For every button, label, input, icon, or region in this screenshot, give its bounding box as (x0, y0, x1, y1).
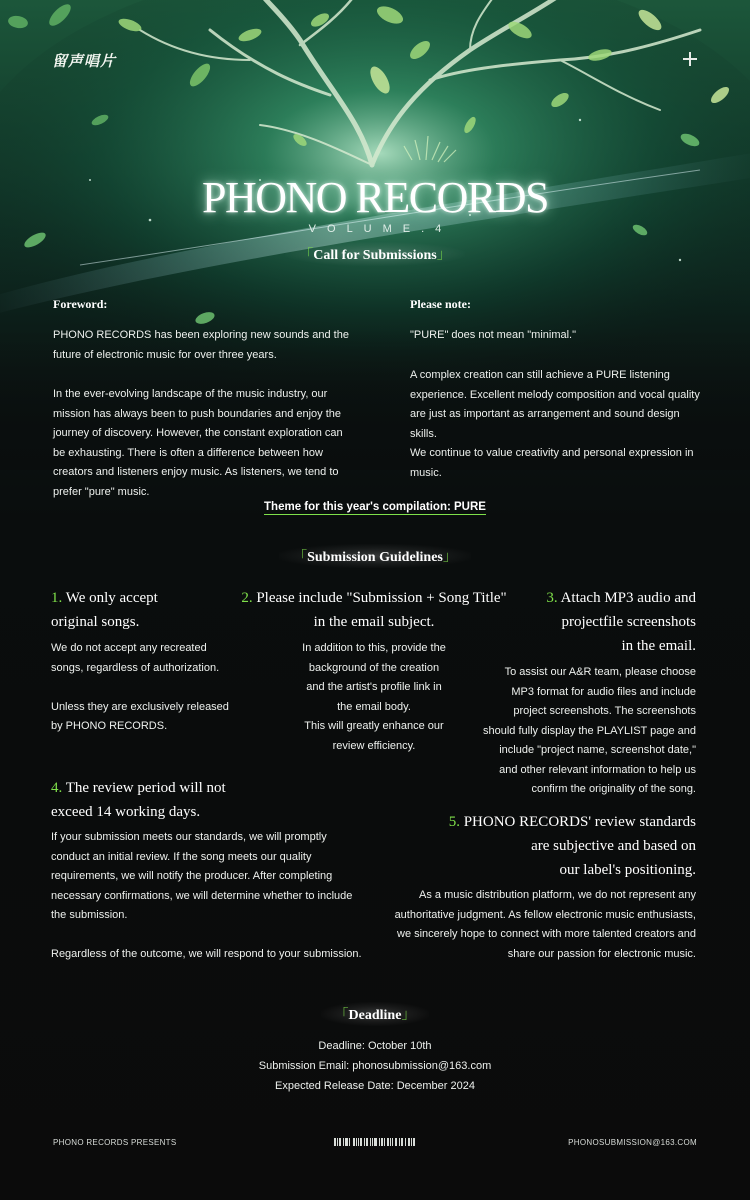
guideline-1-title (51, 586, 251, 634)
note-paragraph-1: "PURE" does not mean "minimal." (410, 329, 577, 341)
guideline-1-line: by PHONO RECORDS. (51, 720, 168, 732)
guideline-3-line: project screenshots. The screenshots (513, 705, 696, 717)
guideline-5-number: 5. (448, 814, 460, 830)
guideline-2-line: and the artist's profile link in (306, 681, 442, 693)
guideline-4-number: 4. (51, 780, 63, 796)
guidelines-heading: 「Submission Guidelines」 (0, 544, 750, 568)
call-heading-text: Call for Submissions (313, 248, 437, 263)
note-heading: Please note: (410, 297, 471, 311)
guideline-3-text (446, 663, 696, 800)
guideline-5-line: As a music distribution platform, we do not represent any (419, 889, 696, 901)
release-date: Expected Release Date: December 2024 (275, 1080, 475, 1092)
guideline-3-line: confirm the originality of the song. (531, 783, 696, 795)
guideline-2-line: This will greatly enhance our (304, 720, 444, 732)
guideline-2-title-line-1: Please include "Submission + Song Title" (256, 590, 507, 606)
guideline-1-number: 1. (51, 590, 63, 606)
guideline-1-line: We do not accept any recreated (51, 642, 207, 654)
guideline-4-line: conduct an initial review. If the song meets our quality (51, 850, 312, 863)
guideline-2-line: review efficiency. (332, 739, 416, 752)
guideline-5-title-line-1: PHONO RECORDS' review standards (463, 814, 696, 830)
deadline-heading: 「Deadline」 (0, 1002, 750, 1026)
submission-email[interactable]: Submission Email: phonosubmission@163.com (258, 1060, 492, 1072)
theme-text: Theme for this year's compilation: PURE (264, 501, 486, 513)
guideline-1-title-line-2: original songs. (51, 614, 140, 630)
guideline-1-title-line-1: We only accept (65, 590, 158, 606)
guideline-3-title (430, 586, 696, 658)
barcode-icon (334, 1138, 416, 1146)
guideline-4-text (51, 828, 381, 965)
guideline-4-title-line-1: The review period will not (65, 780, 226, 796)
guideline-3-title-line-1: Attach MP3 audio and (560, 590, 696, 606)
guideline-2-line: background of the creation (308, 661, 440, 674)
guideline-5-title-line-2: are subjective and based on (531, 838, 696, 854)
guideline-5-line: we sincerely hope to connect with more talented creators and (397, 928, 696, 940)
guideline-4-title-line-2: exceed 14 working days. (51, 804, 201, 820)
page-title: PHONO RECORDS (201, 173, 548, 222)
note-paragraph-2: A complex creation can still achieve a PURE listening experience. Excellent melody composition and vocal quality are just as important as arrangement and sound design skills. (410, 369, 700, 440)
footer-email[interactable]: PHONOSUBMISSION@163.COM (568, 1138, 697, 1147)
volume-label: VOLUME.4 (308, 223, 453, 235)
guideline-4-line: the submission. (51, 909, 128, 921)
deadline-date: Deadline: October 10th (318, 1040, 432, 1052)
foreword-paragraph-2: In the ever-evolving landscape of the music industry, our mission has always been to push boundaries and enjoy the journey of discovery. However, the constant exploration can be exhausting. There is often a difference between how creators and listeners enjoy music. As listeners, we tend to prefer "pure" music. (53, 388, 343, 498)
guideline-3-line: include "project name, screenshot date," (499, 744, 696, 756)
guideline-5-title-line-3: our label's positioning. (559, 862, 696, 878)
guideline-2-title-line-2: in the email subject. (313, 614, 435, 630)
guideline-2-line: In addition to this, provide the (302, 642, 446, 654)
note-paragraph-3: We continue to value creativity and personal expression in music. (410, 447, 694, 479)
guideline-4-line: Regardless of the outcome, we will respond to your submission. (51, 948, 362, 960)
call-heading: 「Call for Submissions」 (0, 242, 750, 266)
guideline-4-title (51, 776, 311, 824)
plus-icon[interactable] (683, 52, 697, 66)
guideline-3-line: should fully display the PLAYLIST page and (482, 724, 696, 737)
guideline-3-line: and other relevant information to help us (499, 763, 696, 776)
brand-logo: 留声唱片 (52, 52, 117, 70)
guideline-3-line: To assist our A&R team, please choose (504, 666, 696, 678)
guideline-3-title-line-2: projectfile screenshots (561, 614, 696, 630)
guideline-4-line: requirements, we will notify the producer. After completing (51, 870, 333, 882)
guideline-1-text (51, 639, 261, 737)
guideline-5-title (400, 810, 696, 882)
guideline-3-line: MP3 format for audio files and include (511, 685, 696, 698)
foreword-heading: Foreword: (53, 297, 108, 311)
foreword-paragraph-1: PHONO RECORDS has been exploring new sounds and the future of electronic music for over three years. (53, 329, 349, 361)
guideline-1-line: songs, regardless of authorization. (51, 661, 220, 674)
guidelines-heading-text: Submission Guidelines (307, 550, 443, 565)
guideline-5-line: share our passion for electronic music. (507, 947, 696, 960)
guideline-4-line: If your submission meets our standards, we will promptly (51, 831, 327, 843)
guideline-4-line: necessary confirmations, we will determine whether to include (51, 889, 353, 902)
deadline-details (0, 1036, 750, 1096)
guideline-2-line: the email body. (337, 700, 411, 713)
guideline-3-number: 3. (546, 590, 558, 606)
theme-statement (0, 501, 750, 513)
guideline-5-line: authoritative judgment. As fellow electronic music enthusiasts, (394, 908, 696, 921)
guideline-1-line: Unless they are exclusively released (51, 700, 229, 713)
footer-presents: PHONO RECORDS PRESENTS (53, 1138, 177, 1147)
guideline-2-number: 2. (241, 590, 253, 606)
guideline-3-title-line-3: in the email. (621, 638, 696, 654)
deadline-heading-text: Deadline (348, 1008, 402, 1023)
guideline-5-text (380, 886, 696, 964)
